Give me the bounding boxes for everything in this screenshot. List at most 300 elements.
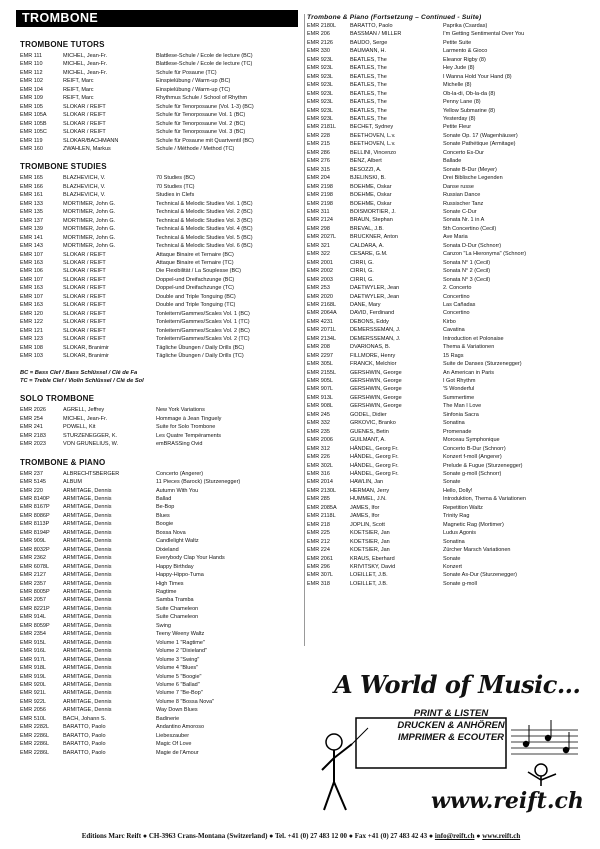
catalog-row (307, 250, 586, 258)
section-tutors (20, 40, 300, 153)
work-title: Doppel-und Dreifachzunge (BC) (156, 276, 235, 283)
catalog-number: EMR 104 (20, 86, 43, 93)
work-title: Ludus Agonis (443, 530, 477, 537)
catalog-row (20, 639, 300, 647)
composer: BEATLES, The (350, 73, 387, 80)
composer: ARMITAGE, Dennis (63, 665, 112, 672)
catalog-row (307, 47, 586, 55)
composer: GUENES, Betin (350, 428, 389, 435)
work-title: Volume 7 "Be-Bop" (156, 690, 203, 697)
composer: ARMITAGE, Dennis (63, 521, 112, 528)
catalog-number: EMR 923L (307, 107, 333, 114)
work-title: 2. Concerto (443, 285, 472, 292)
work-title: Sonata D-Dur (Schnorr) (443, 242, 502, 249)
catalog-number: EMR 163 (20, 302, 43, 309)
composer: MICHEL, Jean-Fr. (63, 61, 108, 68)
catalog-number: EMR 921L (20, 690, 46, 697)
composer: HUMMEL, J.N. (350, 496, 387, 503)
catalog-row (20, 208, 300, 216)
work-title: Happy Birthday (156, 563, 194, 570)
section-title-continued: Trombone & Piano (Fortsetzung – Continued - Suite) (307, 14, 482, 21)
catalog-number: EMR 2124 (307, 217, 333, 224)
composer: GERSHWIN, George (350, 386, 402, 393)
composer: SLOKAR / REIFT (63, 336, 106, 343)
catalog-number: EMR 296 (307, 564, 330, 570)
catalog-row (307, 39, 586, 47)
catalog-row (307, 538, 586, 546)
composer: GODEL, Didier (350, 411, 387, 418)
catalog-row (20, 335, 300, 343)
catalog-number: EMR 228 (307, 132, 330, 139)
work-title: Concertino (443, 310, 470, 317)
work-title: Volume 3 "Swing" (156, 656, 200, 663)
catalog-row (20, 749, 300, 757)
work-title: Zürcher Marsch Variationen (443, 547, 511, 554)
catalog-number: EMR 2168L (307, 301, 337, 308)
work-title: Double and Triple Tonguing (TC) (156, 302, 236, 309)
catalog-number: EMR 166 (20, 183, 43, 190)
work-title: Konzert f-moll (Angerer) (443, 454, 502, 461)
work-title: Schule für Tenorposaune Vol. 1 (BC) (156, 112, 246, 119)
catalog-row (307, 208, 586, 216)
composer: JOPLIN, Scott (350, 521, 385, 528)
catalog-number: EMR 6078L (20, 563, 50, 570)
composer: BEETHOVEN, L.v. (350, 141, 396, 148)
catalog-row (20, 520, 300, 528)
composer: SLOKAR, Branimir (63, 352, 109, 359)
work-title: Technical & Melodic Studies Vol. 3 (BC) (156, 217, 253, 224)
catalog-number: EMR 4231 (307, 318, 333, 325)
catalog-row (307, 123, 586, 131)
catalog-number: EMR 2020 (307, 293, 333, 300)
catalog-number: EMR 276 (307, 158, 330, 165)
composer: BESOZZI, A. (350, 166, 382, 173)
catalog-number: EMR 123 (20, 336, 43, 343)
catalog-row (20, 137, 300, 145)
catalog-row (307, 81, 586, 89)
work-title: Tonleitern/Gammes/Scales Vol. 2 (TC) (156, 336, 250, 343)
work-title: Samba Tramba (156, 597, 194, 604)
catalog-number: EMR 2006 (307, 437, 333, 444)
catalog-row (20, 267, 300, 275)
composer: BEATLES, The (350, 56, 387, 63)
work-title: Sonata N° 3 (Cecil) (443, 276, 491, 283)
catalog-row (20, 537, 300, 545)
work-title: Die Flexibilität / La Souplesse (BC) (156, 268, 241, 275)
work-title: Suite Chameleon (156, 614, 199, 621)
catalog-number: EMR 2354 (20, 631, 46, 638)
work-title: Prelude & Fugue (Sturzenegger) (443, 462, 523, 469)
catalog-row (307, 428, 586, 436)
catalog-row (20, 128, 300, 136)
catalog-number: EMR 318 (307, 580, 330, 587)
work-title: An American in Paris (443, 369, 495, 376)
work-title: Schule für Tenorposaune Vol. 2 (BC) (156, 120, 246, 127)
catalog-row (307, 563, 586, 571)
composer: ARMITAGE, Dennis (63, 698, 112, 705)
composer: KRAUS, Eberhard (350, 555, 395, 562)
catalog-row (307, 369, 586, 377)
catalog-number: EMR 163 (20, 259, 43, 266)
catalog-row (307, 402, 586, 410)
catalog-number: EMR 908L (307, 403, 333, 410)
composer: DAETWYLER, Jean (350, 285, 400, 292)
catalog-row (20, 630, 300, 638)
catalog-number: EMR 918L (20, 665, 46, 672)
composer: JAMES, Ifor (350, 504, 380, 511)
composer: ARMITAGE, Dennis (63, 673, 112, 680)
footer-email-link[interactable]: info@reift.ch (434, 832, 475, 840)
work-title: Sonate (443, 479, 461, 486)
catalog-row (20, 415, 300, 423)
composer: BENZ, Albert (350, 158, 382, 165)
composer: ARMITAGE, Dennis (63, 563, 112, 570)
composer: ARMITAGE, Dennis (63, 589, 112, 596)
catalog-row (20, 664, 300, 672)
work-title: Teeny Weeny Waltz (156, 631, 205, 638)
catalog-number: EMR 315 (307, 166, 330, 173)
work-title: Ave Maria (443, 234, 468, 241)
work-title: Blattlese-Schule / Ecole de lecture (BC) (156, 53, 253, 59)
composer: BRAUN, Stephan (350, 217, 393, 224)
catalog-number: EMR 109 (20, 95, 43, 102)
composer: BEETHOVEN, L.v. (350, 132, 396, 139)
work-title: Tonleitern/Gammes/Scales Vol. 1 (BC) (156, 310, 250, 317)
catalog-number: EMR 2118L (307, 513, 336, 520)
work-title: Sonata N° 2 (Cecil) (443, 268, 491, 275)
catalog-row (307, 453, 586, 461)
composer: KOETSIER, Jan (350, 547, 390, 554)
catalog-row (20, 111, 300, 119)
catalog-number: EMR 105A (20, 112, 47, 119)
composer: ARMITAGE, Dennis (63, 580, 112, 587)
catalog-row (307, 242, 586, 250)
work-title: Sonate B-Dur (Meyer) (443, 166, 497, 173)
work-title: Swing (156, 622, 171, 629)
catalog-number: EMR 907L (307, 386, 333, 393)
promo-banner[interactable] (316, 670, 586, 825)
catalog-row (20, 60, 300, 68)
work-title: Way Down Blues (156, 707, 198, 714)
catalog-row (307, 462, 586, 470)
work-title: Volume 1 "Ragtime" (156, 639, 205, 646)
composer: KRIVITSKY, David (350, 564, 396, 570)
composer: GERSHWIN, George (350, 394, 402, 401)
catalog-number: EMR 105B (20, 120, 47, 127)
catalog-number: EMR 161 (20, 192, 43, 199)
catalog-row (20, 344, 300, 352)
work-title: Double and Triple Tonguing (BC) (156, 293, 236, 300)
section-title: TROMBONE STUDIES (20, 162, 107, 172)
catalog-row (20, 673, 300, 681)
work-title: Sonate g-moll (443, 580, 477, 587)
composer: REIFT, Marc (63, 95, 94, 102)
catalog-row (307, 267, 586, 275)
composer: CIRRI, G. (350, 268, 374, 275)
catalog-row (307, 352, 586, 360)
catalog-row (20, 318, 300, 326)
catalog-number: EMR 2286L (20, 732, 50, 739)
composer: ARMITAGE, Dennis (63, 546, 112, 553)
catalog-row (20, 706, 300, 714)
composer: ARMITAGE, Dennis (63, 622, 112, 629)
work-title: Technical & Melodic Studies Vol. 2 (BC) (156, 209, 253, 216)
catalog-number: EMR 107 (20, 293, 43, 300)
composer: BARATTO, Paolo (63, 732, 106, 739)
catalog-number: EMR 111 (20, 53, 43, 59)
work-title: Larmento & Gioco (443, 48, 488, 55)
composer: GERSHWIN, George (350, 378, 402, 385)
composer: MORTIMER, John G. (63, 243, 116, 250)
catalog-number: EMR 204 (307, 175, 330, 182)
composer: ARMITAGE, Dennis (63, 690, 112, 697)
work-title: Autumn With You (156, 487, 199, 494)
work-title: Russian Dance (443, 192, 481, 199)
composer: DVARIONAS, B. (350, 344, 391, 351)
catalog-number: EMR 8194P (20, 529, 50, 536)
catalog-number: EMR 2064A (307, 310, 337, 317)
catalog-row (20, 103, 300, 111)
composer: VON GRUNELIUS, W. (63, 441, 119, 448)
catalog-row (307, 411, 586, 419)
composer: BJELINSKI, B. (350, 175, 386, 182)
catalog-number: EMR 137 (20, 217, 43, 224)
composer: BOEHME, Oskar (350, 183, 392, 190)
catalog-row (20, 183, 300, 191)
composer: ARMITAGE, Dennis (63, 648, 112, 655)
catalog-number: EMR 218 (307, 521, 330, 528)
catalog-number: EMR 2027L (307, 234, 337, 241)
catalog-row (20, 52, 300, 60)
section-studies (20, 162, 300, 360)
catalog-list (20, 52, 300, 153)
catalog-row (307, 73, 586, 81)
promo-website-link[interactable]: www.reift.ch (431, 788, 584, 814)
work-title: High Times (156, 580, 184, 587)
catalog-row (20, 723, 300, 731)
catalog-row (307, 149, 586, 157)
catalog-number: EMR 916L (20, 648, 46, 655)
catalog-number: EMR 298 (307, 225, 330, 232)
catalog-row (20, 145, 300, 153)
work-title: Attaque Binaire et Ternaire (BC) (156, 251, 234, 258)
catalog-row (307, 174, 586, 182)
composer: BECHET, Sydney (350, 124, 394, 131)
composer: FRANCK, Melchior (350, 361, 397, 368)
work-title: Einspielübung / Warm-up (BC) (156, 78, 231, 85)
catalog-row (20, 94, 300, 102)
catalog-row (20, 596, 300, 604)
work-title: Sonate g-moll (Schnorr) (443, 471, 502, 478)
catalog-number: EMR 8113P (20, 521, 50, 528)
catalog-number: EMR 923L (307, 65, 333, 72)
work-title: Les Quatre Tempéraments (156, 432, 222, 439)
catalog-number: EMR 510L (20, 715, 46, 722)
work-title: 5th Concertino (Cecil) (443, 225, 497, 232)
composer: BEATLES, The (350, 65, 387, 72)
composer: CALDARA, A. (350, 242, 384, 249)
catalog-number: EMR 165 (20, 175, 43, 182)
catalog-row (307, 284, 586, 292)
composer: DAVID, Ferdinand (350, 310, 395, 317)
catalog-number: EMR 302L (307, 462, 333, 469)
composer: ARMITAGE, Dennis (63, 614, 112, 621)
work-title: Volume 5 "Boogie" (156, 673, 202, 680)
composer: KOETSIER, Jan (350, 530, 390, 537)
work-title: Badinerie (156, 715, 180, 722)
work-title: Dixieland (156, 546, 179, 553)
composer: REIFT, Marc (63, 86, 94, 93)
catalog-row (307, 504, 586, 512)
catalog-row (307, 56, 586, 64)
catalog-number: EMR 215 (307, 141, 330, 148)
catalog-row (20, 276, 300, 284)
composer: BAUDO, Serge (350, 39, 388, 46)
catalog-number: EMR 2198 (307, 200, 333, 207)
catalog-number: EMR 312 (307, 445, 330, 452)
catalog-row (307, 478, 586, 486)
composer: GERSHWIN, George (350, 403, 402, 410)
composer: HERMAN, Jerry (350, 487, 390, 494)
work-title: Technical & Melodic Studies Vol. 4 (BC) (156, 226, 253, 233)
catalog-row (20, 503, 300, 511)
catalog-row (20, 605, 300, 613)
work-title: Technical & Melodic Studies Vol. 5 (BC) (156, 234, 253, 241)
catalog-number: EMR 226 (307, 454, 330, 461)
work-title: Tonleitern/Gammes/Scales Vol. 2 (BC) (156, 327, 250, 334)
page-header-title: TROMBONE (16, 10, 298, 27)
catalog-row (20, 580, 300, 588)
work-title: Sonate C-Dur (443, 208, 477, 215)
catalog-row (20, 440, 300, 448)
work-title: Hey Jude (8) (443, 65, 475, 72)
catalog-row (307, 183, 586, 191)
composer: BLAZHEVICH, V. (63, 183, 106, 190)
composer: ALBRECHTSBERGER (63, 470, 120, 477)
composer: DEMERSSEMAN, J. (350, 335, 401, 342)
catalog-number: EMR 121 (20, 327, 43, 334)
promo-tagline (376, 708, 526, 744)
work-title: Concertino (443, 293, 470, 300)
work-title: Andantino Amoroso (156, 724, 205, 731)
catalog-number: EMR 2130L (307, 487, 337, 494)
work-title: New York Variations (156, 407, 205, 414)
composer: ALBUM (63, 479, 82, 486)
work-title: Paprika (Csardas) (443, 23, 488, 29)
work-title: Trinity Rag (443, 513, 470, 520)
composer: ARMITAGE, Dennis (63, 597, 112, 604)
catalog-number: EMR 206 (307, 31, 330, 38)
work-title: Doppel-und Dreifachzunge (TC) (156, 285, 234, 292)
catalog-row (307, 521, 586, 529)
catalog-number: EMR 160 (20, 145, 43, 152)
catalog-number: EMR 107 (20, 251, 43, 258)
catalog-number: EMR 923L (307, 56, 333, 63)
composer: BEATLES, The (350, 107, 387, 114)
composer: MORTIMER, John G. (63, 217, 116, 224)
legend-treble-clef: TC = Treble Clef / Violin Schlüssel / Clé de Sol (20, 378, 144, 385)
work-title: Yesterday (8) (443, 115, 476, 122)
catalog-number: EMR 923L (307, 99, 333, 106)
work-title: Blues (156, 512, 170, 519)
composer: MICHEL, Jean-Fr. (63, 415, 108, 422)
catalog-number: EMR 321 (307, 242, 330, 249)
composer: LOEILLET, J.B. (350, 580, 388, 587)
work-title: Sinfonia Sacra (443, 411, 479, 418)
composer: BELLINI, Vincenzo (350, 149, 397, 156)
composer: REIFT, Marc (63, 78, 94, 85)
musician-figure-icon (528, 764, 556, 786)
catalog-row (20, 495, 300, 503)
composer: ARMITAGE, Dennis (63, 529, 112, 536)
section-title: TROMBONE & PIANO (20, 457, 106, 467)
catalog-row (307, 512, 586, 520)
catalog-number: EMR 305L (307, 361, 333, 368)
composer: SLOKAR, Branimir (63, 344, 109, 351)
work-title: Concerto B-Dur (Schnorr) (443, 445, 506, 452)
composer: GRKOVIC, Branko (350, 420, 396, 427)
catalog-number: EMR 220 (20, 487, 43, 494)
catalog-row (307, 487, 586, 495)
catalog-number: EMR 105C (20, 129, 47, 136)
catalog-row (307, 495, 586, 503)
catalog-row (307, 233, 586, 241)
work-title: Sonata Nr. 1 in A (443, 217, 485, 224)
catalog-row (307, 309, 586, 317)
catalog-number: EMR 102 (20, 78, 43, 85)
catalog-row (307, 580, 586, 588)
composer: ARMITAGE, Dennis (63, 496, 112, 503)
work-title: Boogie (156, 521, 174, 528)
composer: DANE, Mary (350, 301, 381, 308)
promo-line-1: PRINT & LISTEN (413, 708, 489, 719)
catalog-number: EMR 139 (20, 226, 43, 233)
catalog-row (20, 352, 300, 360)
catalog-number: EMR 2297 (307, 352, 333, 359)
work-title: Sonate Op. 17 (Wagenhäuser) (443, 132, 518, 139)
composer: ARMITAGE, Dennis (63, 605, 112, 612)
footer-website-link[interactable]: www.reift.ch (482, 832, 521, 840)
footer-separator: ● (474, 832, 483, 840)
catalog-number: EMR 332 (307, 420, 330, 427)
work-title: emBRASSing Ovid (156, 441, 203, 448)
work-title: Michelle (8) (443, 82, 472, 89)
catalog-row (20, 613, 300, 621)
catalog-number: EMR 8032P (20, 546, 50, 553)
composer: MORTIMER, John G. (63, 200, 116, 207)
catalog-number: EMR 2282L (20, 724, 50, 731)
composer: MORTIMER, John G. (63, 209, 116, 216)
composer: HÄNDEL, Georg Fr. (350, 445, 399, 452)
composer: ARMITAGE, Dennis (63, 682, 112, 688)
composer: STURZENEGGER, K. (63, 432, 118, 439)
catalog-number: EMR 2057 (20, 597, 46, 604)
work-title: Technical & Melodic Studies Vol. 6 (BC) (156, 243, 253, 250)
work-title: 11 Pieces (Barock) (Sturzenegger) (156, 479, 241, 486)
catalog-row (307, 343, 586, 351)
work-title: 'S Wonderful (443, 386, 475, 393)
catalog-number: EMR 2126 (307, 39, 333, 46)
work-title: Blattlese-Schule / Ecole de lecture (TC) (156, 61, 253, 68)
catalog-row (20, 529, 300, 537)
work-title: Attaque Binaire et Ternaire (TC) (156, 259, 234, 266)
catalog-row (20, 732, 300, 740)
catalog-row (307, 293, 586, 301)
catalog-row (20, 512, 300, 520)
promo-title: A World of Music... (334, 670, 581, 699)
catalog-row (307, 436, 586, 444)
composer: SLOKAR / REIFT (63, 120, 106, 127)
